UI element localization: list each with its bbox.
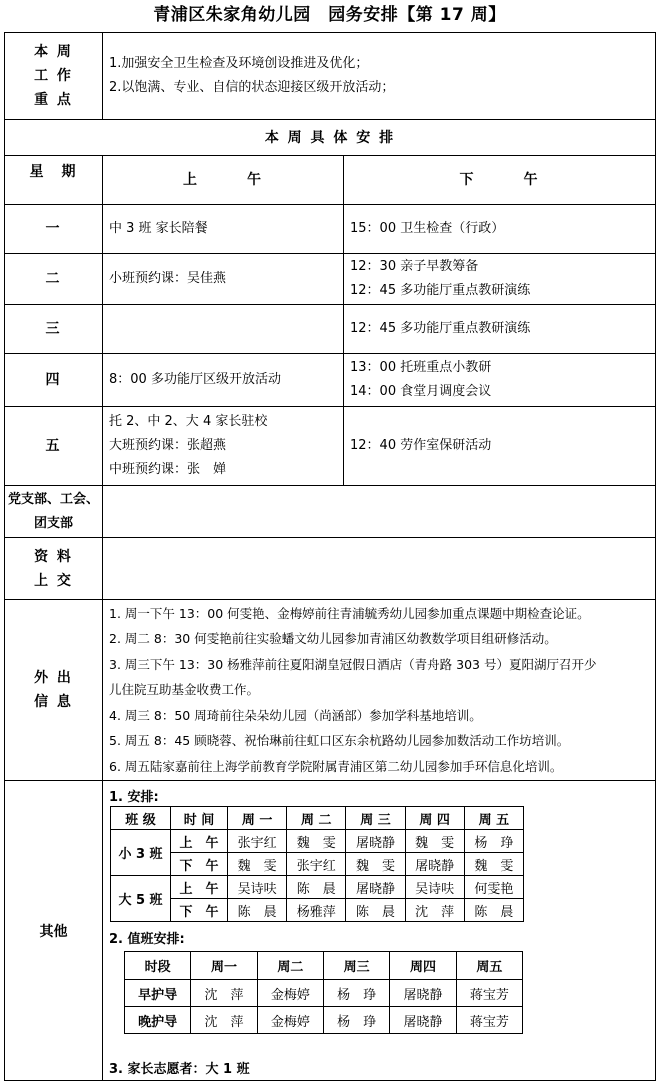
arrange-cell: 陈 晨 [228,899,287,922]
thursday-pm [344,354,655,406]
tuesday-pm [344,254,655,304]
duty-header: 周二 [257,952,323,980]
monday-pm [344,205,655,253]
arrange-header: 周 四 [405,807,464,830]
focus-label [5,33,102,119]
arrange-cell: 魏 雯 [346,853,405,876]
schedule-entry: 大班预约课：张超燕 [109,438,227,453]
class-name: 大 5 班 [111,876,171,922]
focus-items [103,33,655,119]
am-header: 上 午 [183,172,263,188]
duty-slot: 晚护导 [125,1007,191,1034]
wednesday-pm [344,305,655,353]
duty-cell: 杨 琤 [323,980,389,1007]
duty-cell: 蒋宝芳 [456,980,522,1007]
duty-header: 周四 [390,952,456,980]
duty-cell: 金梅婷 [257,980,323,1007]
friday-pm [344,407,655,485]
focus-item: 1.加强安全卫生检查及环境创设推进及优化； [109,56,369,71]
outing-item: 3. 周三下午 13：30 杨雅萍前往夏阳湖皇冠假日酒店（青舟路 303 号）夏阳湖厅召开少 [109,656,597,672]
class-name: 小 3 班 [111,830,171,876]
outing-item: 5. 周五 8：45 顾晓蓉、祝怡琳前往虹口区东余杭路幼儿园参加数活动工作坊培训。 [109,733,570,749]
arrange-cell: 陈 晨 [346,899,405,922]
duty-cell: 沈 萍 [191,1007,257,1034]
schedule-entry: 小班预约课：吴佳燕 [109,271,227,286]
outings-list [103,600,655,780]
outing-item: 1. 周一下午 13：00 何雯艳、金梅婷前往青浦毓秀幼儿园参加重点课题中期检查论证。 [109,605,590,621]
day-monday: 一 [45,221,62,237]
time-slot: 上 午 [171,876,228,899]
day-tuesday: 二 [45,271,62,287]
arrange-cell: 杨 琤 [464,830,523,853]
schedule-entry: 14：00 食堂月调度会议 [350,384,492,399]
arrange-header: 班 级 [111,807,171,830]
other-label: 其他 [39,923,68,940]
arrange-cell: 何雯艳 [464,876,523,899]
focus-label-line: 本 周 [34,44,73,60]
schedule-entry: 12：40 劳作室保研活动 [350,438,492,453]
outings-label: 外 出 信 息 [34,670,73,710]
duty-cell: 沈 萍 [191,980,257,1007]
tuesday-am [103,254,343,304]
duty-cell: 杨 琤 [323,1007,389,1034]
schedule-entry: 12：30 亲子早教筹备 [350,259,479,274]
day-header: 星 期 [29,164,78,180]
duty-slot: 早护导 [125,980,191,1007]
schedule-heading: 本 周 具 体 安 排 [264,129,396,146]
duty-header: 时段 [125,952,191,980]
page-title: 青浦区朱家角幼儿园 园务安排【第 17 周】 [153,5,506,25]
party-label: 党支部、工会、 团支部 [7,491,99,531]
time-slot: 上 午 [171,830,228,853]
materials-label: 资 料 上 交 [34,548,73,589]
focus-item: 2.以饱满、专业、自信的状态迎接区级开放活动； [109,80,395,95]
monday-am [103,205,343,253]
outing-item: 儿住院互助基金收费工作。 [109,682,260,698]
arrange-cell: 杨雅萍 [287,899,346,922]
duty-cell: 屠晓静 [390,980,456,1007]
arrange-cell: 张宇红 [228,830,287,853]
schedule-entry: 托 2、中 2、大 4 家长驻校 [109,414,268,429]
volunteer-note: 3. 家长志愿者：大 1 班 [109,1062,250,1077]
focus-label-line: 重 点 [34,92,73,108]
arrange-cell: 屠晓静 [405,853,464,876]
outing-item: 2. 周二 8：30 何雯艳前往实验蟠文幼儿园参加青浦区幼教数学项目组研修活动。 [109,631,557,647]
schedule-entry: 中 3 班 家长陪餐 [109,221,208,236]
schedule-entry: 13：00 托班重点小教研 [350,360,492,375]
arrange-cell: 魏 雯 [405,830,464,853]
friday-am [103,407,343,485]
duty-cell: 屠晓静 [390,1007,456,1034]
arrange-cell: 陈 晨 [464,899,523,922]
duty-cell: 蒋宝芳 [456,1007,522,1034]
arrange-heading: 1. 安排: [109,790,159,805]
focus-label-line: 工 作 [34,68,73,84]
schedule-entry: 中班预约课：张 婵 [109,462,227,477]
arrange-cell: 魏 雯 [287,830,346,853]
duty-cell: 金梅婷 [257,1007,323,1034]
schedule-entry: 8：00 多功能厅区级开放活动 [109,372,281,387]
duty-table [124,951,523,1034]
arrange-cell: 屠晓静 [346,876,405,899]
schedule-entry: 12：45 多功能厅重点教研演练 [350,321,531,336]
arrange-cell: 张宇红 [287,853,346,876]
duty-heading: 2. 值班安排: [109,932,185,947]
time-slot: 下 午 [171,853,228,876]
day-friday: 五 [45,438,62,454]
duty-header: 周一 [191,952,257,980]
duty-header: 周五 [456,952,522,980]
wednesday-am [103,305,343,353]
day-thursday: 四 [45,372,62,388]
arrange-header: 周 三 [346,807,405,830]
arrange-cell: 屠晓静 [346,830,405,853]
arrange-cell: 吴诗呋 [405,876,464,899]
arrange-header: 周 二 [287,807,346,830]
arrange-header: 周 一 [228,807,287,830]
arrange-header: 时 间 [171,807,228,830]
duty-header: 周三 [323,952,389,980]
day-wednesday: 三 [45,321,62,337]
arrange-cell: 陈 晨 [287,876,346,899]
schedule-entry: 12：45 多功能厅重点教研演练 [350,283,531,298]
arrange-header: 周 五 [464,807,523,830]
arrange-cell: 沈 萍 [405,899,464,922]
thursday-am [103,354,343,406]
pm-header: 下 午 [459,172,540,188]
schedule-entry: 15：00 卫生检查（行政） [350,221,505,236]
outing-item: 6. 周五陆家嘉前往上海学前教育学院附属青浦区第二幼儿园参加手环信息化培训。 [109,758,563,774]
arrange-cell: 魏 雯 [464,853,523,876]
arrange-cell: 吴诗呋 [228,876,287,899]
outing-item: 4. 周三 8：50 周琦前往朵朵幼儿园（尚涵部）参加学科基地培训。 [109,707,482,723]
arrange-cell: 魏 雯 [228,853,287,876]
arrange-table [110,806,524,922]
time-slot: 下 午 [171,899,228,922]
